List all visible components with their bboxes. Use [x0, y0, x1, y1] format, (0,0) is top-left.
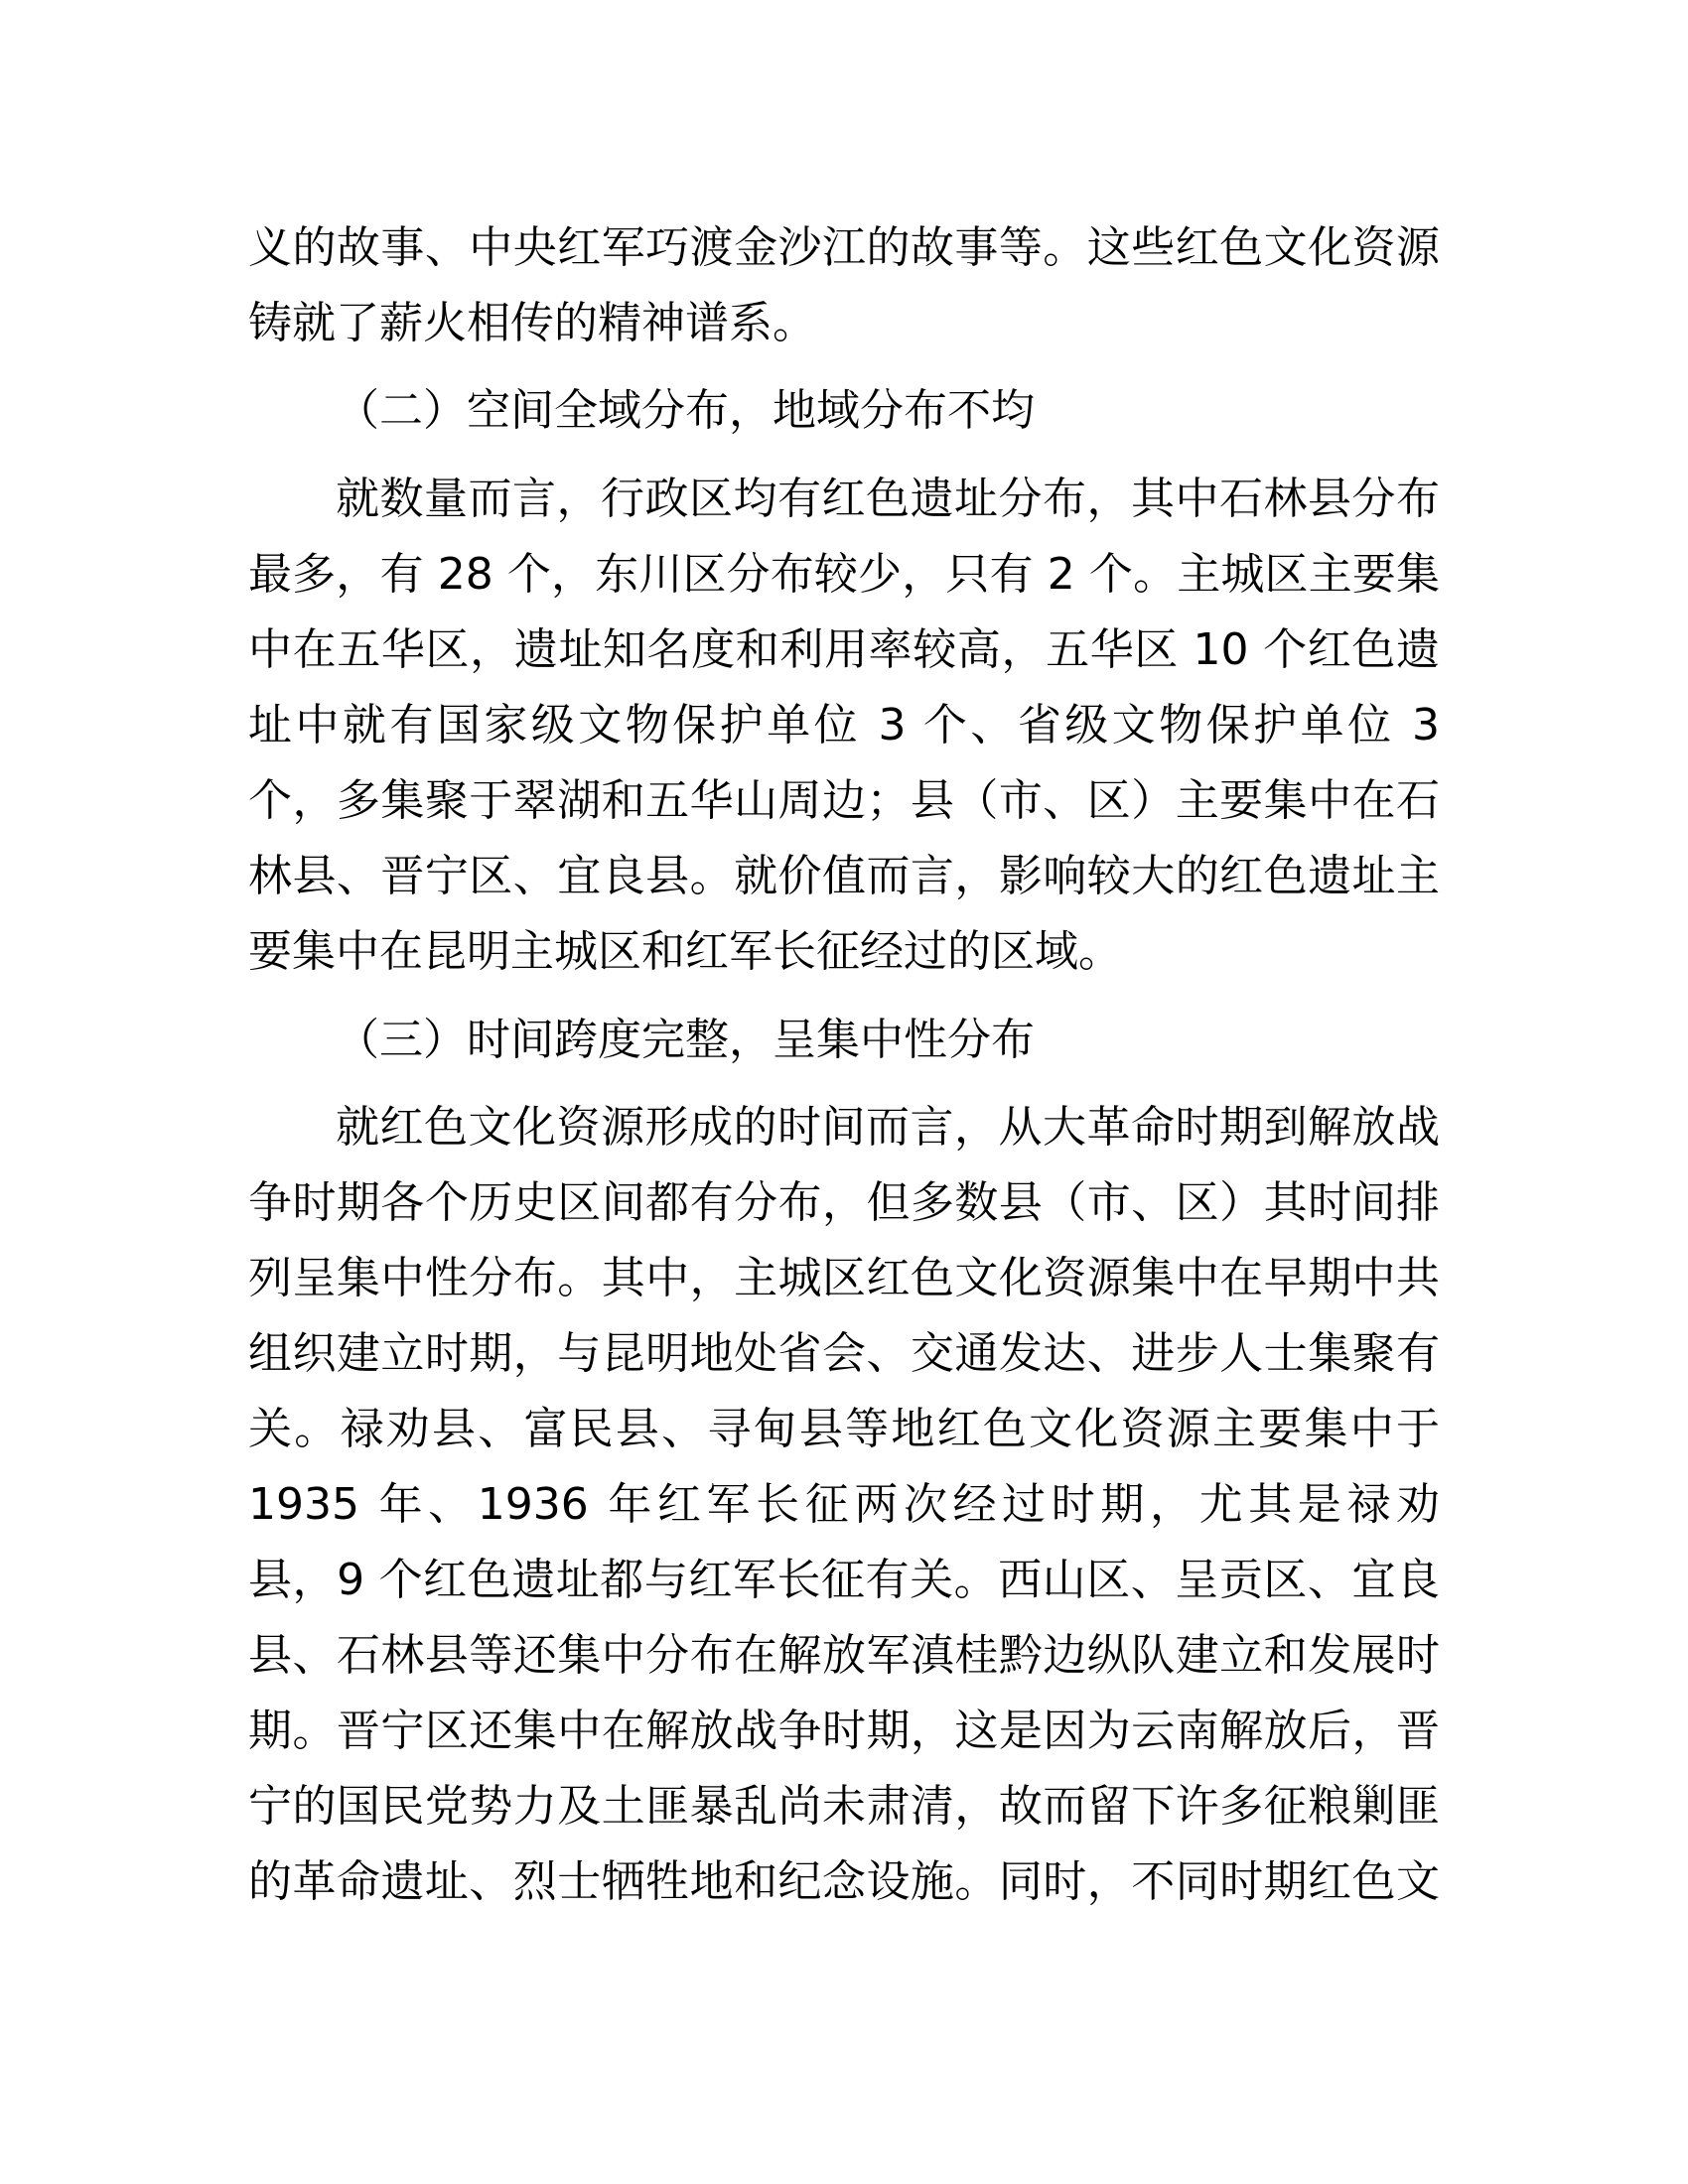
text-line: 列呈集中性分布。其中，主城区红色文化资源集中在早期中共: [248, 1253, 1440, 1303]
text-line: 争时期各个历史区间都有分布，但多数县（市、区）其时间排: [248, 1177, 1440, 1228]
text-line: 县，9 个红色遗址都与红军长征有关。西山区、呈贡区、宜良: [248, 1555, 1440, 1605]
text-line: 铸就了薪火相传的精神谱系。: [248, 298, 816, 348]
paragraph-first-line: 就红色文化资源形成的时间而言，从大革命时期到解放战: [336, 1102, 1440, 1153]
text-line: 关。禄劝县、富民县、寻甸县等地红色文化资源主要集中于: [248, 1404, 1440, 1454]
text-line: 最多，有 28 个，东川区分布较少，只有 2 个。主城区主要集: [248, 549, 1440, 600]
text-line: 中在五华区，遗址知名度和利用率较高，五华区 10 个红色遗: [248, 624, 1440, 675]
text-line: 林县、晋宁区、宜良县。就价值而言，影响较大的红色遗址主: [248, 851, 1440, 901]
text-line: 址中就有国家级文物保护单位 3 个、省级文物保护单位 3: [248, 700, 1440, 751]
text-line: 宁的国民党势力及土匪暴乱尚未肃清，故而留下许多征粮剿匪: [248, 1781, 1440, 1832]
text-line: 要集中在昆明主城区和红军长征经过的区域。: [248, 926, 1122, 977]
text-line: 组织建立时期，与昆明地处省会、交通发达、进步人士集聚有: [248, 1328, 1440, 1379]
section-heading: （三）时间跨度完整，呈集中性分布: [336, 1015, 1035, 1065]
paragraph-first-line: 就数量而言，行政区均有红色遗址分布，其中石林县分布: [336, 474, 1440, 524]
text-line: 期。晋宁区还集中在解放战争时期，这是因为云南解放后，晋: [248, 1706, 1440, 1756]
text-line: 个，多集聚于翠湖和五华山周边；县（市、区）主要集中在石: [248, 775, 1440, 826]
text-line: 义的故事、中央红军巧渡金沙江的故事等。这些红色文化资源: [248, 222, 1440, 273]
text-line: 1935 年、1936 年红军长征两次经过时期，尤其是禄劝: [248, 1479, 1440, 1530]
section-heading: （二）空间全域分布，地域分布不均: [336, 385, 1035, 436]
text-line: 县、石林县等还集中分布在解放军滇桂黔边纵队建立和发展时: [248, 1630, 1440, 1681]
text-line: 的革命遗址、烈士牺牲地和纪念设施。同时，不同时期红色文: [248, 1856, 1440, 1907]
